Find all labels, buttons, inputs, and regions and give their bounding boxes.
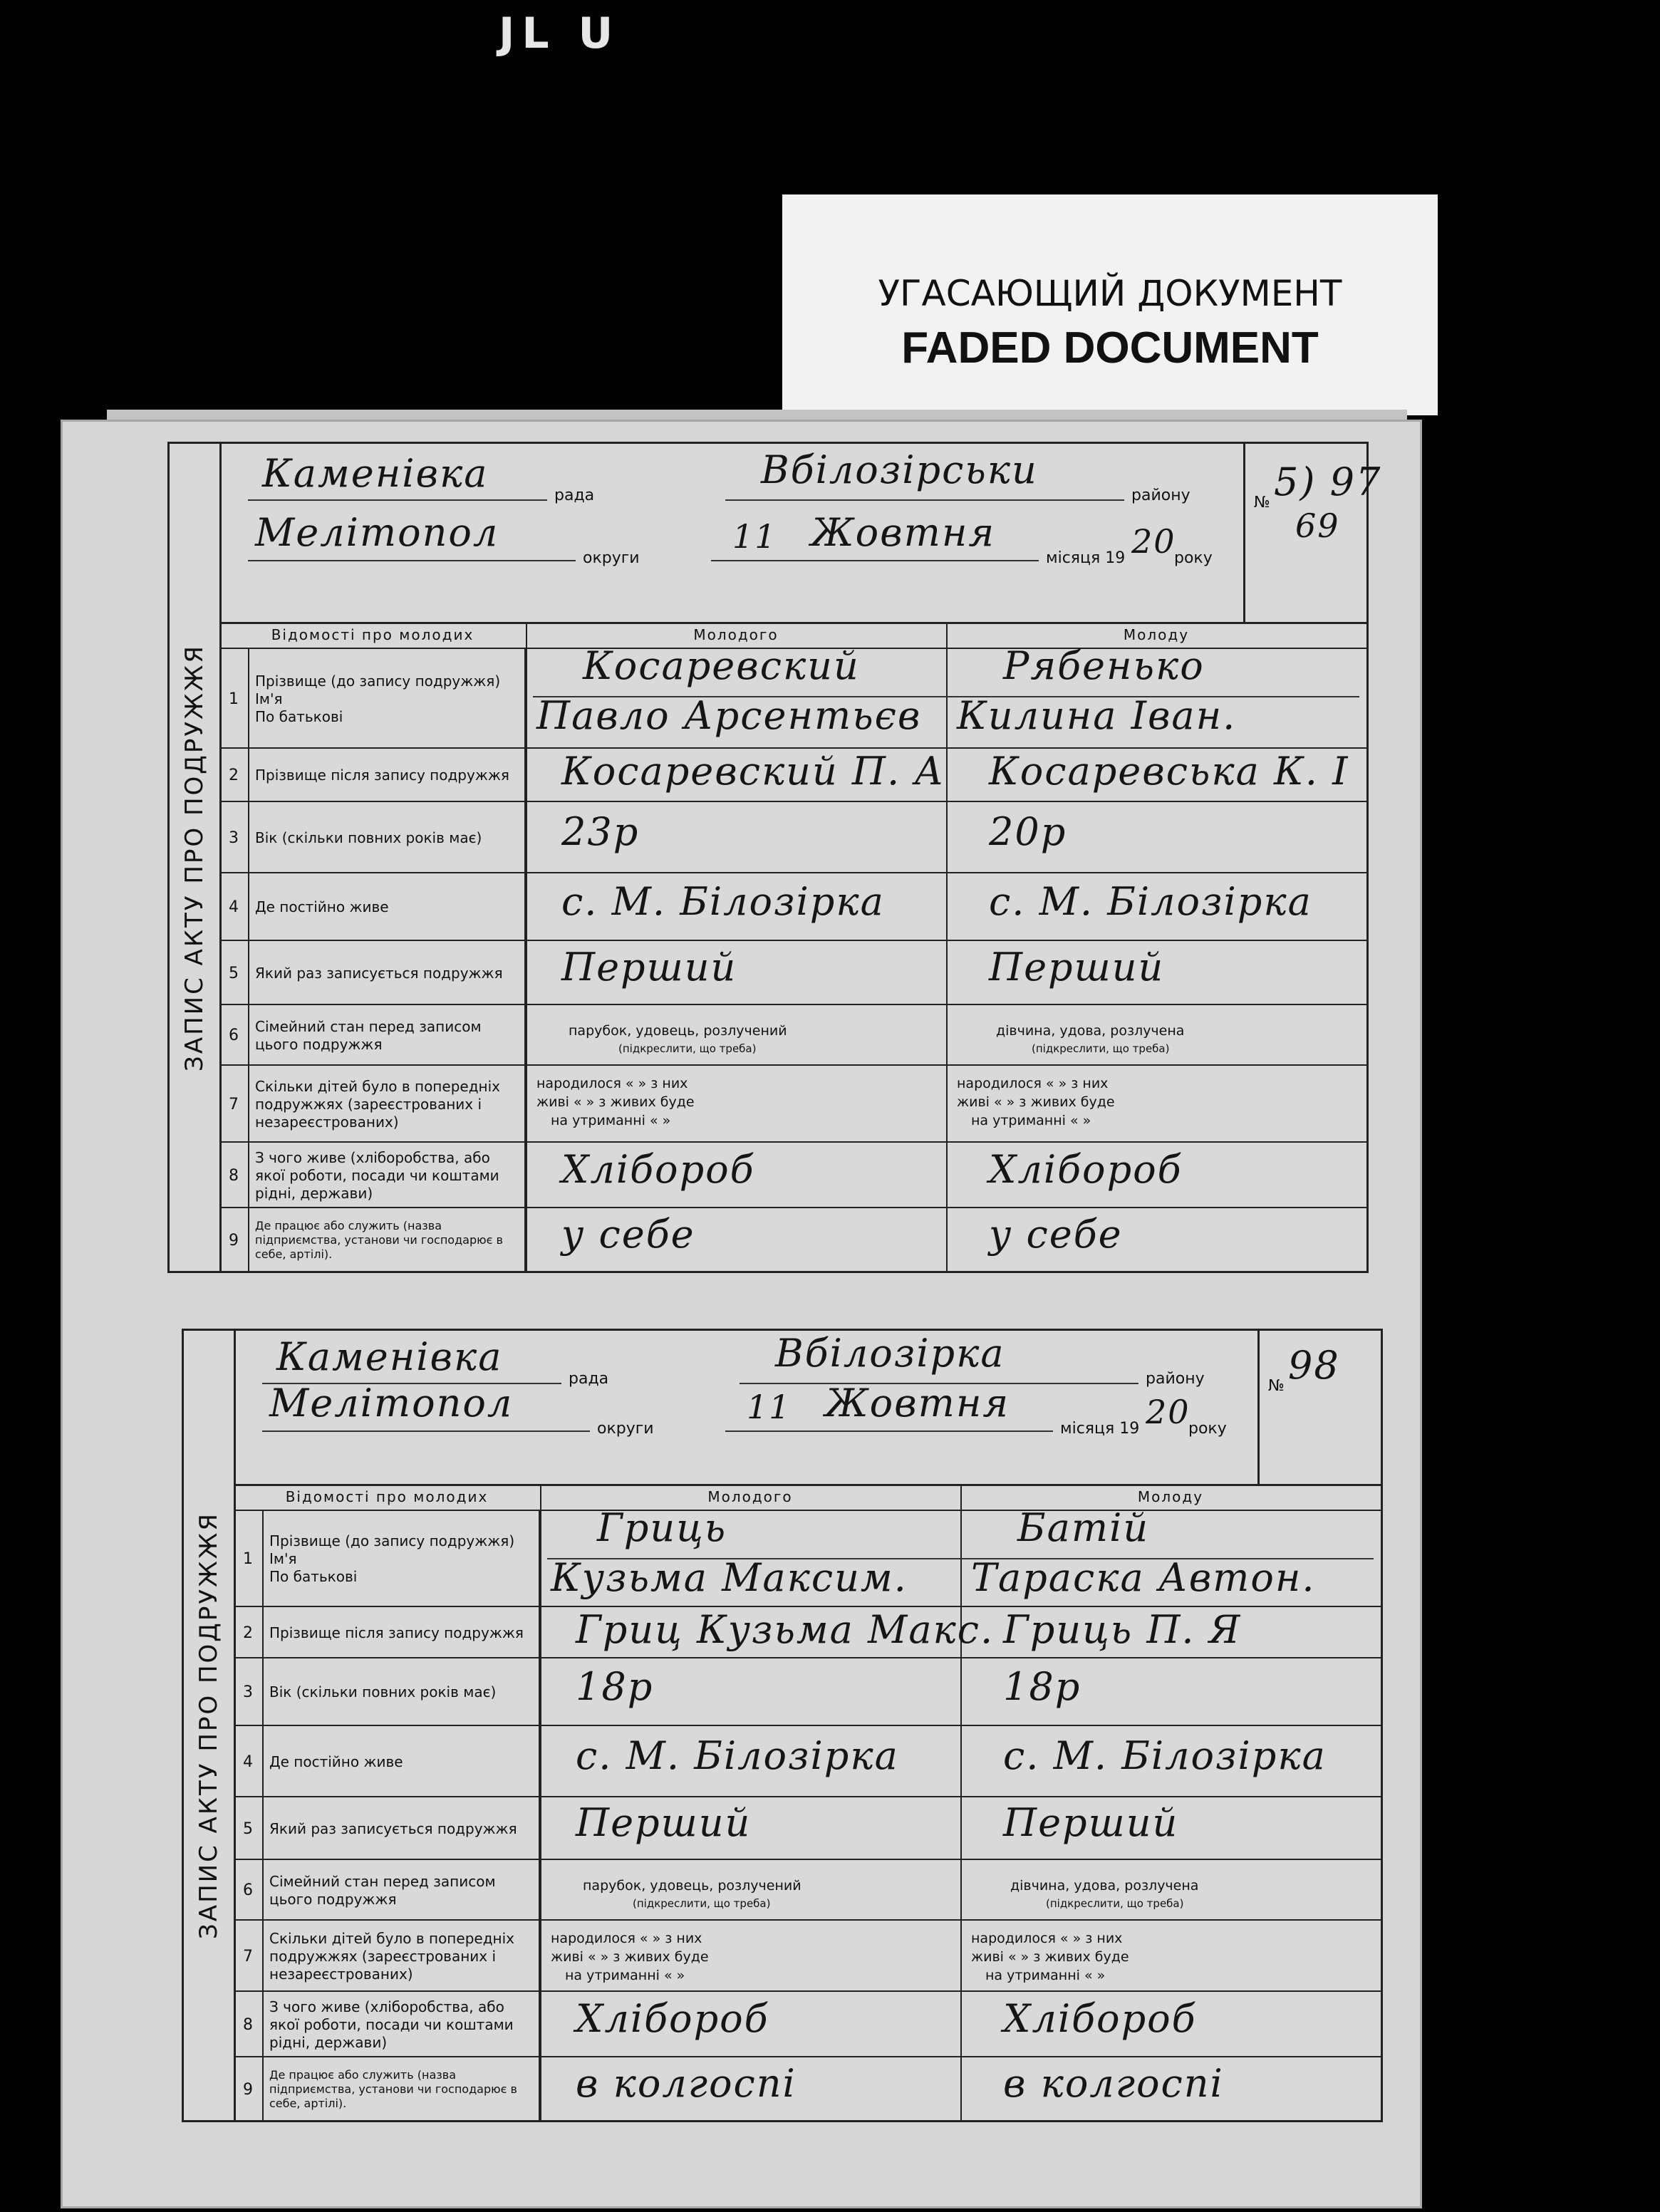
date-day: 11 xyxy=(747,1388,792,1426)
bride-children-line2: живі « » з живих буде xyxy=(957,1094,1115,1110)
field-groom-times: Перший xyxy=(576,1800,752,1845)
bride-children-line1: народилося « » з них xyxy=(957,1076,1109,1091)
head-groom: Молодого xyxy=(707,1488,793,1505)
field-bride-surname: Рябенько xyxy=(1003,643,1205,688)
okruga-name: Мелітопол xyxy=(255,510,499,555)
raion-label: району xyxy=(1131,487,1190,504)
groom-status-note: (підкреслити, що треба) xyxy=(618,1042,757,1055)
bride-children-line3: на утриманні « » xyxy=(985,1968,1106,1983)
bride-status-options: дівчина, удова, розлучена xyxy=(1010,1878,1199,1894)
record-side-title xyxy=(170,444,222,1271)
date-day: 11 xyxy=(732,517,777,556)
okruga-label: округи xyxy=(597,1420,654,1438)
date-year: 20 xyxy=(1131,522,1176,561)
row-label: Прізвище (до запису подружжя) Ім'я По батькові xyxy=(248,649,526,749)
row-number: 4 xyxy=(234,1726,264,1797)
marriage-record xyxy=(167,442,1382,1273)
row-label: Де працює або служить (назва підприємства, установи чи господарює в себе, артілі). xyxy=(262,2057,540,2122)
field-groom-work: в колгоспі xyxy=(576,2061,797,2106)
row-number: 8 xyxy=(234,1992,264,2057)
table-row xyxy=(219,940,1366,1005)
field-groom-work: у себе xyxy=(561,1212,695,1257)
field-groom-age: 18р xyxy=(576,1664,654,1709)
table-head-row xyxy=(234,1484,1381,1510)
row-number: 1 xyxy=(219,649,249,749)
row-number: 4 xyxy=(219,873,249,941)
date-underline xyxy=(711,560,1039,561)
field-bride-after: Гриць П. Я xyxy=(1003,1607,1242,1652)
row-label: Прізвище після запису подружжя xyxy=(248,749,526,802)
row-label: З чого живе (хліборобства, або якої роботи, посади чи коштами рідні, держави) xyxy=(262,1992,540,2057)
row-label: Де постійно живе xyxy=(248,873,526,941)
record-number: 98 xyxy=(1288,1343,1340,1388)
month-year-label: місяця 19 xyxy=(1060,1420,1140,1438)
okruga-underline xyxy=(248,560,576,561)
number-sign: № xyxy=(1254,494,1270,512)
table-row xyxy=(219,801,1366,873)
groom-children-line3: на утриманні « » xyxy=(551,1113,671,1128)
row-number: 5 xyxy=(234,1797,264,1860)
groom-children-line2: живі « » з живих буде xyxy=(536,1094,695,1110)
rada-label: рада xyxy=(569,1370,609,1388)
rada-underline xyxy=(248,499,547,501)
row-label: Вік (скільки повних років має) xyxy=(248,802,526,873)
field-bride-age: 20р xyxy=(989,809,1067,854)
table-row xyxy=(234,2056,1381,2122)
field-bride-work: в колгоспі xyxy=(1003,2061,1224,2106)
top-marks: JL U xyxy=(499,9,621,58)
field-bride-work: у себе xyxy=(989,1212,1123,1257)
date-month: Жовтня xyxy=(811,510,996,555)
field-bride-lives: с. М. Білозірка xyxy=(1003,1733,1327,1778)
row-label: Сімейний стан перед записом цього подружжя xyxy=(248,1005,526,1066)
row-label: З чого живе (хліборобства, або якої роботи, посади чи коштами рідні, держави) xyxy=(248,1143,526,1208)
field-groom-name: Кузьма Максим. xyxy=(551,1555,908,1600)
field-groom-lives: с. М. Білозірка xyxy=(576,1733,899,1778)
row-number: 2 xyxy=(219,749,249,802)
row-number: 9 xyxy=(234,2057,264,2122)
groom-status-options: парубок, удовець, розлучений xyxy=(569,1023,787,1039)
record-side-title xyxy=(184,1331,236,2120)
record-header xyxy=(234,1331,1381,1486)
row-number: 5 xyxy=(219,941,249,1005)
rada-name: Каменівка xyxy=(276,1334,503,1379)
number-sign: № xyxy=(1268,1377,1285,1395)
row-label: Де працює або служить (назва підприємства, установи чи господарює в себе, артілі). xyxy=(248,1208,526,1272)
record-header xyxy=(219,444,1382,624)
field-bride-after: Косаревська К. І xyxy=(989,749,1349,794)
field-groom-surname: Гриць xyxy=(597,1505,727,1550)
head-bride: Молоду xyxy=(1123,626,1190,643)
field-bride-times: Перший xyxy=(1003,1800,1179,1845)
row-number: 8 xyxy=(219,1143,249,1208)
head-info: Відомості про молодих xyxy=(271,626,474,643)
row-label: Вік (скільки повних років має) xyxy=(262,1658,540,1726)
rada-name: Каменівка xyxy=(262,451,489,496)
table-row xyxy=(219,1004,1366,1066)
row-number: 7 xyxy=(234,1921,264,1992)
groom-status-note: (підкреслити, що треба) xyxy=(633,1897,771,1910)
groom-children-line1: народилося « » з них xyxy=(551,1931,702,1946)
row-label: Прізвище (до запису подружжя) Ім'я По батькові xyxy=(262,1511,540,1607)
bride-status-options: дівчина, удова, розлучена xyxy=(996,1023,1185,1039)
record-table xyxy=(219,622,1366,1271)
row-label: Де постійно живе xyxy=(262,1726,540,1797)
row-number: 7 xyxy=(219,1066,249,1143)
date-year: 20 xyxy=(1146,1393,1190,1431)
field-groom-lives: с. М. Білозірка xyxy=(561,879,885,924)
bride-status-note: (підкреслити, що треба) xyxy=(1046,1897,1184,1910)
field-bride-name: Тараска Автон. xyxy=(971,1555,1316,1600)
table-row xyxy=(234,1990,1381,2057)
table-row xyxy=(234,1505,1381,1607)
field-groom-after: Косаревский П. А xyxy=(561,749,945,794)
okruga-name: Мелітопол xyxy=(269,1381,514,1426)
field-bride-times: Перший xyxy=(989,945,1165,990)
marriage-record xyxy=(182,1329,1383,2122)
row-label: Прізвище після запису подружжя xyxy=(262,1607,540,1658)
row-number: 6 xyxy=(234,1860,264,1921)
head-info: Відомості про молодих xyxy=(285,1488,489,1505)
side-title-text: ЗАПИС АКТУ ПРО ПОДРУЖЖЯ xyxy=(194,1512,223,1939)
okruga-underline xyxy=(262,1430,590,1432)
table-row xyxy=(234,1725,1381,1797)
table-row xyxy=(219,1207,1366,1272)
label-russian: УГАСАЮЩИЙ ДОКУМЕНТ xyxy=(878,273,1342,314)
raion-label: району xyxy=(1146,1370,1205,1388)
row-number: 3 xyxy=(219,802,249,873)
field-bride-living: Хлібороб xyxy=(1003,1996,1197,2041)
row-label: Який раз записується подружжя xyxy=(248,941,526,1005)
field-groom-living: Хлібороб xyxy=(576,1996,769,2041)
year-label: року xyxy=(1188,1420,1227,1438)
table-row xyxy=(219,747,1366,802)
table-row xyxy=(219,872,1366,941)
field-underline xyxy=(533,696,1359,697)
date-underline xyxy=(725,1430,1053,1432)
bride-status-note: (підкреслити, що треба) xyxy=(1032,1042,1170,1055)
bride-children-line2: живі « » з живих буде xyxy=(971,1949,1129,1965)
side-title-text: ЗАПИС АКТУ ПРО ПОДРУЖЖЯ xyxy=(180,643,209,1071)
field-bride-lives: с. М. Білозірка xyxy=(989,879,1312,924)
field-bride-surname: Батій xyxy=(1017,1505,1150,1550)
row-number: 2 xyxy=(234,1607,264,1658)
okruga-label: округи xyxy=(583,549,640,567)
groom-children-line3: на утриманні « » xyxy=(565,1968,685,1983)
bride-children-line3: на утриманні « » xyxy=(971,1113,1091,1128)
rada-label: рада xyxy=(554,487,595,504)
field-groom-times: Перший xyxy=(561,945,737,990)
raion-underline xyxy=(725,499,1124,501)
row-number: 3 xyxy=(234,1658,264,1726)
field-bride-age: 18р xyxy=(1003,1664,1081,1709)
table-row xyxy=(219,1064,1366,1143)
table-row xyxy=(219,1141,1366,1208)
record-number-box xyxy=(1243,444,1382,622)
record-table xyxy=(234,1484,1381,2120)
row-number: 9 xyxy=(219,1208,249,1272)
groom-status-options: парубок, удовець, розлучений xyxy=(583,1878,802,1894)
groom-children-line1: народилося « » з них xyxy=(536,1076,688,1091)
table-row xyxy=(234,1796,1381,1860)
table-row xyxy=(234,1859,1381,1921)
table-row xyxy=(234,1919,1381,1992)
table-row xyxy=(234,1606,1381,1658)
field-groom-surname: Косаревский xyxy=(583,643,860,688)
date-month: Жовтня xyxy=(825,1381,1010,1426)
field-groom-age: 23р xyxy=(561,809,640,854)
row-label: Скільки дітей було в попередніх подружжях (зареєстрованих і незареєстрованих) xyxy=(262,1921,540,1992)
table-row xyxy=(219,643,1366,749)
table-row xyxy=(234,1657,1381,1726)
faded-document-label xyxy=(782,194,1438,415)
field-bride-name: Килина Іван. xyxy=(957,693,1237,738)
groom-children-line2: живі « » з живих буде xyxy=(551,1949,709,1965)
record-number: 5) 97 xyxy=(1274,459,1382,504)
field-groom-after: Гриц Кузьма Макс. xyxy=(576,1607,995,1652)
month-year-label: місяця 19 xyxy=(1046,549,1126,567)
year-label: року xyxy=(1174,549,1213,567)
label-english: FADED DOCUMENT xyxy=(901,323,1319,373)
field-bride-living: Хлібороб xyxy=(989,1147,1183,1192)
raion-name: Вбілозірка xyxy=(775,1331,1005,1376)
raion-name: Вбілозірськи xyxy=(761,447,1038,492)
head-bride: Молоду xyxy=(1137,1488,1204,1505)
row-number: 1 xyxy=(234,1511,264,1607)
bride-children-line1: народилося « » з них xyxy=(971,1931,1123,1946)
row-label: Сімейний стан перед записом цього подружжя xyxy=(262,1860,540,1921)
field-underline xyxy=(547,1558,1374,1559)
row-label: Скільки дітей було в попередніх подружжях (зареєстрованих і незареєстрованих) xyxy=(248,1066,526,1143)
head-groom: Молодого xyxy=(693,626,779,643)
field-groom-name: Павло Арсентьєв xyxy=(536,693,922,738)
row-label: Який раз записується подружжя xyxy=(262,1797,540,1860)
field-groom-living: Хлібороб xyxy=(561,1147,755,1192)
record-number-extra: 69 xyxy=(1295,507,1340,545)
record-number-box xyxy=(1257,1331,1381,1484)
row-number: 6 xyxy=(219,1005,249,1066)
